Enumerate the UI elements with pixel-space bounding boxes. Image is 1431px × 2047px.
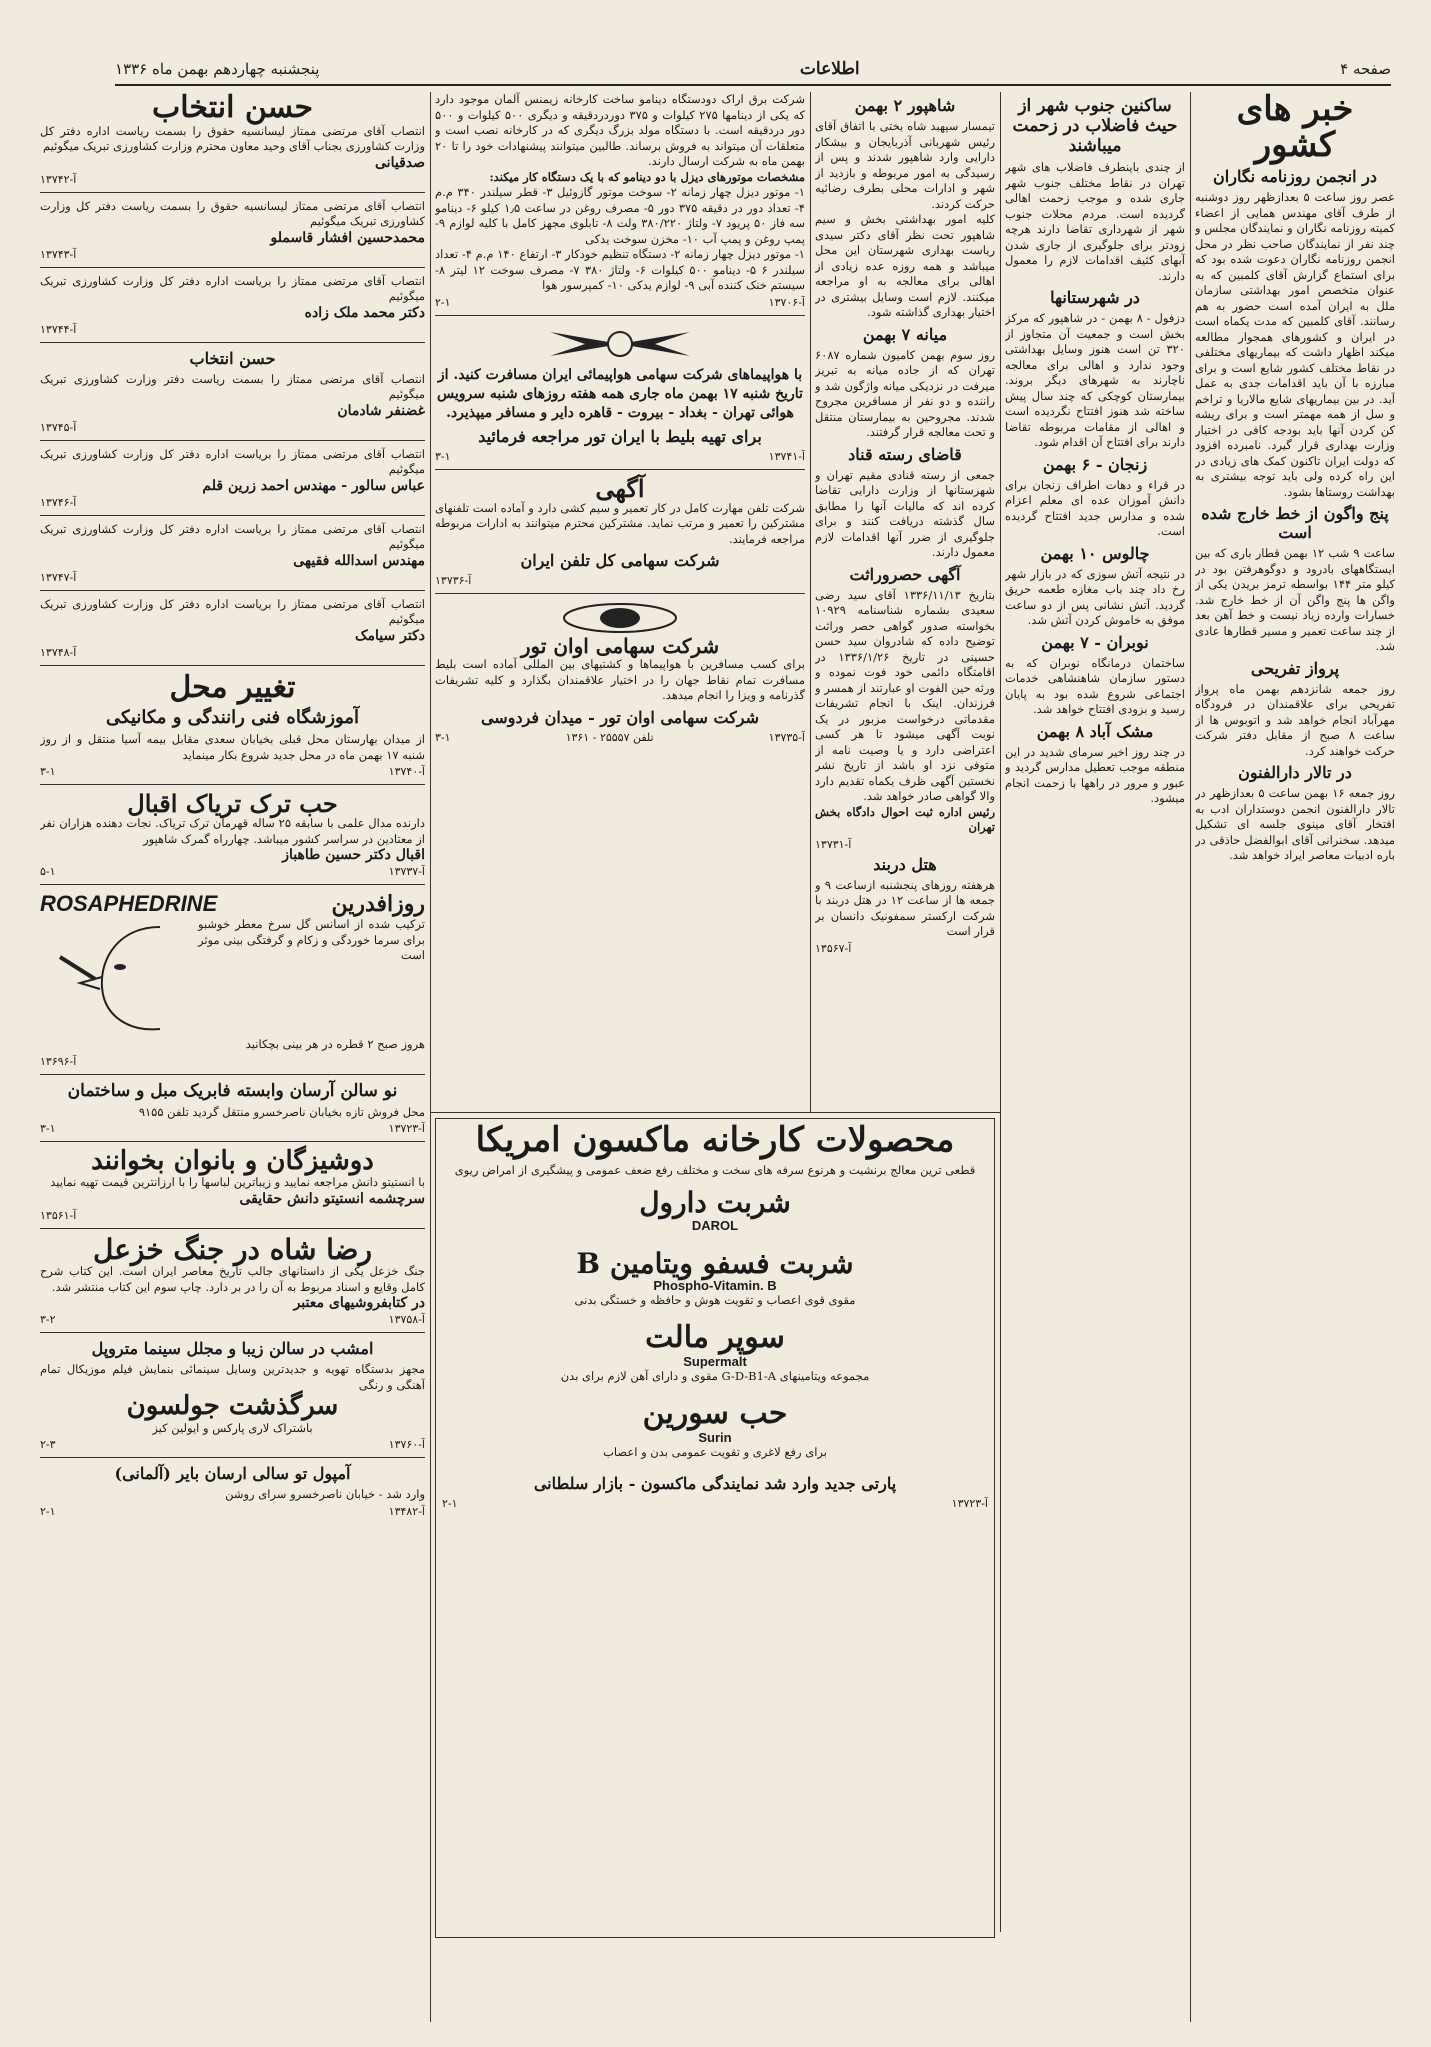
news-item2-text3: در قراء و دهات اطراف زنجان برای دانش آموزان عده ای معلم اعزام شده و مدارس جدید افتتاح گردیده است. [1005,477,1185,538]
ad-code: آ-۱۳۶۹۶ [40,1054,77,1068]
girls-code [40,1209,425,1222]
col2-sub1: میانه ۷ بهمن [862,324,948,344]
box3-text: انتصاب آقای مرتضی ممتاز را بریاست اداره دفتر کل وزارت کشاورزی تبریک میگوئیم [40,273,425,303]
col3-ad2: شرکت تلفن مهارت کامل در کار تعمیر و سیم کشی دارد و آماده است تلفنهای مشترکین را تعمیر و مرتب نماید. مشترکین محترم میتوانند به ادارات مربوطه مراجعه فرمایند. [435,500,805,546]
ad-code: آ-۱۳۷۳۱ [815,837,852,851]
ad-code: آ-۱۳۷۴۲ [40,172,77,186]
box6-text: انتصاب آقای مرتضی ممتاز را بریاست اداره دفتر کل وزارت کشاورزی تبریک میگوئیم [40,521,425,551]
girls-title: دوشیزگان و بانوان بخوانند [91,1146,374,1177]
ad-sequence: ۵-۱ [40,865,56,879]
book-sign: در کتابفروشیهای معتبر [293,1295,425,1312]
box5-text: انتصاب آقای مرتضی ممتاز را بریاست اداره دفتر کل وزارت کشاورزی تبریک میگوئیم [40,446,425,476]
makson-product-4-latin: Surin [698,1429,732,1445]
furn-title: نو سالن آرسان وابسته فابریک مبل و ساختمان [67,1080,398,1101]
col2-sub4: هتل دربند [873,854,937,874]
col2-sub3: آگهی حصروراثت [849,564,961,584]
box3-code [40,323,425,336]
makson-product-3-text: مجموعه ویتامینهای G-D-B1-A مقوی و دارای آهن لازم برای بدن [560,1368,870,1383]
box2-code [40,248,425,261]
furn-code [40,1122,425,1135]
col3-ad3-title: شرکت سهامی اوان تور [520,634,720,659]
ad-sequence: ۲-۱ [442,1497,458,1511]
news-item2-text2: دزفول - ۸ بهمن - در شاهپور که مرکز بخش است و جمعیت آن متجاوز از ۳۲۰ تن است هنوز وسایل بهداشتی وجود ندارد و اهالی برای معالجه ناچارند به شهرهای دیگر بروند. بیمارستان کوچکی که چند سال پیش ساخته شد هنوز افتتاح نگردیده است و اهالی از مقامات مربوطه تقاضا دارند برای افتتاح آن اقدام شود. [1005,311,1185,449]
news-title: خبر های کشور [1236,92,1354,165]
rosa-latin: ROSAPHEDRINE [40,891,218,917]
cinema-movie: سرگذشت جولسون [126,1391,339,1422]
ad-code: آ-۱۳۵۶۷ [815,941,852,955]
makson-product-1: شربت دارول [639,1186,791,1220]
box2-text: انتصاب آقای مرتضی ممتاز لیسانسیه حقوق را بسمت ریاست دفتر کل وزارت کشاورزی تبریک میگوئیم [40,198,425,228]
shoe-code [40,1505,425,1518]
box7-name: دکتر سیامک [355,627,425,644]
cinema-cast: باشتراک لاری پارکس و ایولین کیز [152,1420,313,1435]
move-code [40,765,425,778]
ad-code: آ-۱۳۷۴۵ [40,420,77,434]
col3-ad3: برای کسب مسافرین با هواپیماها و کشتیهای بین المللی آماده است بلیط مسافرت تمام نقاط جهان را در اختیار علاقمندان بگذارد و کلیه تشریفات گذرنامه و ویزا را انجام میدهد. [435,657,805,703]
masthead [115,58,1391,86]
classified-column [40,92,425,2022]
makson-product-1-latin: DAROL [691,1217,739,1233]
makson-intro: قطعی ترین معالج برنشیت و هرنوع سرفه های سخت و مختلف رفع ضعف عمومی و پیشگیری از امراض ریوی [454,1162,976,1177]
news-item2-sub2: زنجان - ۶ بهمن [1042,454,1148,474]
ad-code: آ-۱۳۷۳۷ [388,865,425,879]
ad-sequence: ۳-۱ [435,730,451,744]
rosa-header [40,891,425,917]
pill-text: دارنده مدال علمی با سابقه ۲۵ ساله قهرمان ترک تریاک. نجات دهنده هزاران نفر از معتادین در سراسر کشور میباشد. چهارراه گمرک شاهپور [40,816,425,846]
col3-text2: مشخصات موتورهای دیزل با دو دینامو که با یک دستگاه کار میکند: [489,169,805,184]
col3-ad2-title: آگهی [595,473,645,503]
regional-column [815,92,995,1107]
box1-code [40,173,425,186]
ad-sequence: ۳-۲ [40,1313,56,1327]
box5-name: عباس سالور - مهندس احمد زرین قلم [202,477,425,494]
ad-code: آ-۱۳۷۴۶ [40,495,77,509]
box4-title: حسن انتخاب [189,348,276,368]
box4-text: انتصاب آقای مرتضی ممتاز را بسمت ریاست دفتر وزارت کشاورزی تبریک میگوئیم [40,371,425,401]
news-item1-text: عصر روز ساعت ۵ بعدازظهر روز دوشنبه از طرف آقای مهندس همایی از اعضاء کمیته روزنامه نگاران و نمایندگان مجلس و چند نفر از نمایندگان صاحب نظر در محل انجمن روزنامه نگاران دعوت شده بود که برای استماع گزارش آقای کلمبین که به عنوان متخصص امور بهداشتی سازمان ملل به ایران آمده است حضور به هم رسانند. آقای کلمبین که مدت یکماه است در ایران و کشورهای همجوار مطالعه میکند اظهار داشت که بیماریهای مختلفی در نقاط مختلف کشور شایع است و برای مبارزه با آن باید اقدامات جدی به عمل آید. در بین بیماریهای شایع مالاریا و تراخم و سل از همه مهمتر است و برای ریشه کن کردن آنها باید بودجه کافی در اختیار وزارت بهداری قرار گیرد. نامبرده افزود که دولت ایران تاکنون کمک های زیادی در این راه کرده ولی باید توجه بیشتری به بهداشت روستاها بشود. [1195,190,1395,499]
news-item4-title: در تالار دارالفنون [1238,763,1352,783]
ads-column [435,92,805,1107]
ad-code: آ-۱۳۷۴۴ [40,322,77,336]
rosa-bottom: هروز صبح ۲ قطره در هر بینی بچکانید [245,1037,425,1052]
book-code [40,1313,425,1326]
box7-text: انتصاب آقای مرتضی ممتاز را بریاست اداره دفتر کل وزارت کشاورزی تبریک میگوئیم [40,596,425,626]
issue-date: پنجشنبه چهاردهم بهمن ماه ۱۳۳۶ [115,60,320,78]
col3-text1: شرکت برق اراک دودستگاه دینامو ساخت کارخانه زیمنس آلمان موجود دارد که یکی از دینامها ۲۷۵ کیلوات و ۳۷۵ دوردردقیقه و دیگری ۵۰۰ کیلوات و ۵۰۰ دور دردقیقه است. با دستگاه مولد بزرگ دیگری که در کارخانه نصب است و متعلقات آن میتواند به فروش برساند. طالبین میتوانند پیشنهادات خود را تا ۲۰ بهمن ماه به شرکت ارسال دارند. [435,92,805,168]
news-item2-sub3: چالوس ۱۰ بهمن [1040,543,1150,563]
ad-code: آ-۱۳۷۳۵ [768,730,805,744]
pill-sign: اقبال دکتر حسین طاهباز [282,847,425,864]
makson-product-2-latin: Phospho-Vitamin. B [653,1277,777,1293]
news-column [1195,92,1395,2022]
col2-text5: بتاریخ ۱۳۳۶/۱۱/۱۳ آقای سید رضی سعیدی بشماره شناسنامه ۱۰۹۲۹ بخواسته صدور گواهی حصر وراثت توضیح داده که شادروان سید حسن حسینی در تاریخ ۱۳۳۶/۱/۲۶ در اقامتگاه دائمی خود فوت نموده و ورثه حین الفوت او عبارتند از همسر و فرزندان. اینک با انجام تشریفات مقدماتی درخواست مزبور در یک نوبت آگهی میشود تا هر کسی اعتراضی دارد و یا وصیت نامه از متوفی نزد او باشد از تاریخ نشر نخستین آگهی ظرف یکماه تقدیم دارد والا گواهی صادر خواهد شد. [815,587,995,803]
winged-logo-icon [545,322,695,366]
makson-agency: پارتی جدید وارد شد نمایندگی ماکسون - بازار سلطانی [533,1474,897,1494]
news-item2-sub4: نوبران - ۷ بهمن [1041,632,1149,652]
rosa-body [40,917,425,1037]
book-title: رضا شاه در جنگ خزعل [93,1232,372,1266]
tour-logo-icon [560,600,680,636]
col3-ad3-sign: شرکت سهامی اوان تور - میدان فردوسی [480,707,760,727]
news-item4-text: روز جمعه ۱۶ بهمن ساعت ۵ بعدازظهر در تالار دارالفنون انجمن دوستداران ادب به افتخار آقای مینوی جلسه ای تشکیل میدهد. سخنرانی آقای ابوالفضل حاذقی در باره ادبیات معاصر ایراد خواهد شد. [1195,786,1395,863]
col2-code2 [815,942,995,955]
news-item1-text2: ساعت ۹ شب ۱۲ بهمن قطار باری که بین ایستگاههای بادرود و دوگوهرفتن بود در کیلو متر ۱۴۴ بواسطه ترمز بریدن یکی از واگن ها پنج واگن آن از خط خارج شد. خسارات وارده زیاد نیست و خط آهن بعد از چند ساعت تعمیر و مسیر قطارها عادی شد. [1195,546,1395,654]
ad-code: آ-۱۳۷۴۸ [40,645,77,659]
ad-sequence: ۲-۱ [40,1504,56,1518]
col3-code3 [435,574,805,587]
makson-product-3: سوپر مالت [645,1320,785,1356]
makson-code [442,1497,988,1510]
news-item1-title: در انجمن روزنامه نگاران [1213,167,1377,187]
col2-sign: رئیس اداره ثبت احوال دادگاه بخش تهران [815,804,995,834]
makson-ad [435,1118,995,1938]
ad-code: آ-۱۳۷۴۳ [40,247,77,261]
shoe-title: آمپول تو سالی ارسان بایر (آلمانی) [114,1464,351,1484]
pill-code [40,865,425,878]
makson-product-2: شربت فسفو ویتامین B [576,1246,854,1280]
ad-code: آ-۱۳۴۸۲ [388,1504,425,1518]
col2-text2: کلیه امور بهداشتی بخش و سیم شاهپور تحت نظر آقای دکتر سیدی ریاست بهداری شهرستان این محل میباشد و همه روزه عده زیادی از اهالی برای معالجه به او مراجعه میکنند. لازم است وسایل بیشتری در اختیار بهداری گذاشته شود. [815,212,995,319]
ad-code: آ-۱۳۷۲۳ [388,1122,425,1136]
ad-sequence: ۳-۱ [435,449,451,463]
col2-sub2: قاضای رسته قناد [848,444,962,464]
box6-code [40,571,425,584]
move-title: تغییر محل [169,669,296,705]
box5-code [40,496,425,509]
box1-name: صدقیانی [375,154,425,171]
tour-emblem [435,600,805,636]
airline-emblem [435,322,805,366]
ad-sequence: ۲-۱ [435,295,451,309]
box1-title: حسن انتخاب [151,92,314,125]
ad-code: آ-۱۳۵۶۱ [40,1208,77,1222]
col2-title: شاهپور ۲ بهمن [854,96,956,115]
book-text: جنگ خزعل یکی از داستانهای جالب تاریخ معاصر ایران است. این کتاب شرح کامل وقایع و اسناد مربوط به آن را در بر دارد. چاپ سوم این کتاب منتشر شد. [40,1264,425,1294]
makson-product-2-text: مقوی قوی اعصاب و تقویت هوش و حافظه و خستگی بدنی [574,1292,856,1307]
news-column-2 [1005,92,1185,1932]
col2-text3: روز سوم بهمن کامیون شماره ۶۰۸۷ تهران که از جاده میانه به تبریز میرفت در نزدیکی میانه واژگون شد و راننده و دو نفر از مسافرین مجروح شدند. مجروحین به بیمارستان منتقل و تحت معالجه قرار گرفتند. [815,347,995,439]
rosa-title: روزافدرین [331,890,425,917]
col3-ad2-sign: شرکت سهامی کل تلفن ایران [520,551,720,571]
col3-list1: ۱- موتور دیزل چهار زمانه ۲- سوخت موتور گازوئیل ۳- قطر سیلندر ۳۴۰ م.م ۴- تعداد دور در دقیقه ۳۷۵ دور ۵- مصرف روغن در ساعت ۱٫۵ کیلو ۶- دینامو سه فاز ۵۰ پریود ۷- ولتاژ ۳۸۰/۲۲۰ ولت ۸- تابلوی مجهز کامل با کلیه لوازم ۹- پمپ روغن و پمپ آب ۱۰- مخزن سوخت یدکی [435,185,805,246]
page-number: صفحه ۴ [1340,60,1391,78]
col3-code1 [435,296,805,309]
col3-code4 [435,731,805,744]
ad-phone: تلفن ۲۵۵۵۷ - ۱۳۶۱ [565,730,654,744]
makson-product-4-text: برای رفع لاغری و تقویت عمومی بدن و اعصاب [603,1444,827,1459]
face-illustration-icon [40,917,190,1037]
move-text: از میدان بهارستان محل قبلی بخیابان سعدی مقابل بیمه آسیا منتقل و از روز شنبه ۱۷ بهمن ماه در محل جدید شروع بکار مینماید [40,732,425,762]
col2-text4: جمعی از رسته قنادی مقیم تهران و شهرستانها از وزارت دارایی تقاضا کرده اند که مالیات آنها را مطابق سال گذشته دریافت کنند و برای جلوگیری از ضرر آنها اقدامات لازم معمول دارند. [815,467,995,559]
pill-title: حب ترک تریاک اقبال [127,789,338,818]
ad-sequence: ۳-۱ [40,765,56,778]
col3-list2: ۱- موتور دیزل چهار زمانه ۲- دستگاه تنظیم خودکار ۳- ارتفاع ۱۴۰ م.م ۴- تعداد سیلندر ۶ ۵- دینامو ۵۰۰ کیلوات ۶- ولتاژ ۳۸۰ ۷- مصرف سوخت ۱۲ لیتر ۸- سیستم خنک کننده آبی ۹- لوازم یدکی ۱۰- کمپرسور هوا [435,247,805,292]
news-item2-text6: در چند روز اخیر سرمای شدید در این منطقه موجب تعطیل مدارس گردید و عبور و مرور در راهها با زحمت انجام میشود. [1005,744,1185,805]
news-item2-text5: ساختمان درمانگاه نوبران که به دستور سازمان شاهنشاهی خدمات اجتماعی شروع شده بود به پایان رسید و بزودی افتتاح خواهد شد. [1005,655,1185,716]
makson-product-4: حب سورین [642,1396,788,1432]
ad-code: آ-۱۳۷۳۶ [435,574,472,588]
makson-product-3-latin: Supermalt [683,1353,747,1369]
col2-code [815,838,995,851]
ad-code: آ-۱۳۷۲۳ [951,1497,988,1511]
cinema-title: امشب در سالن زیبا و مجلل سینما متروپل [91,1339,374,1359]
ad-sequence: ۲-۳ [40,1438,56,1452]
news-item2-title: ساکنین جنوب شهر از حیث فاضلاب در زحمت میباشند [1012,96,1178,156]
box6-name: مهندس اسدالله فقیهی [293,552,425,569]
ad-code: آ-۱۳۷۴۰ [388,765,425,778]
ad-code: آ-۱۳۷۵۸ [388,1313,425,1327]
box4-code [40,421,425,434]
news-item3-text: روز جمعه شانزدهم بهمن ماه پرواز تفریحی برای علاقمندان در فرودگاه مهرآباد انجام خواهد شد و اتوبوس ها از ساعت ۸ صبح از مقابل دفتر شرکت حرکت خواهند کرد. [1195,681,1395,758]
cinema-text: مجهز بدستگاه تهویه و جدیدترین وسایل سینمائی بنمایش فیلم موزیکال تمام آهنگی و رنگی [40,1362,425,1392]
girls-text: با انستیتو دانش مراجعه نمایید و زیباترین لباسها را با ارزانترین قیمت تهیه نمایید [50,1175,425,1190]
rosa-code [40,1055,425,1068]
col2-text1: تیمسار سپهبد شاه بختی با اتفاق آقای رئیس شهربانی آذربایجان و بیشکار دارایی وارد شاهپور شدند و پس از رسیدگی به امور مربوطه و بازدید از شهر و ادارات محلی بطرف رضائیه حرکت کردند. [815,119,995,211]
news-item2-sub: در شهرستانها [1050,288,1140,307]
news-item2-sub5: مشک آباد ۸ بهمن [1036,721,1154,741]
news-item2-text4: در نتیجه آتش سوزی که در بازار شهر رخ داد چند باب مغازه طعمه حریق گردید. آتش نشانی پس از دو ساعت موفق به خاموش کردن آتش شد. [1005,566,1185,627]
rosa-text: ترکیب شده از اسانس گل سرخ معطر خوشبو برای سرما خوردگی و زکام و گرفتگی بینی موثر است [198,917,425,963]
ad-sequence: ۳-۱ [40,1122,56,1136]
cinema-code [40,1438,425,1451]
paper-name: اطلاعات [799,59,860,79]
news-item1-sub: پنج واگون از خط خارج شده است [1201,504,1389,543]
makson-title: محصولات کارخانه ماکسون امریکا [475,1120,955,1160]
box1-text: انتصاب آقای مرتضی ممتاز لیسانسیه حقوق را بسمت ریاست اداره دفتر کل وزارت کشاورزی بجناب آقای وحید معاون محترم وزارت کشاورزی تبریک میگوئیم [40,123,425,153]
ad-code: آ-۱۳۷۴۱ [768,449,805,463]
col2-text6: هرهفته روزهای پنجشنبه ازساعت ۹ و جمعه ها از ساعت ۱۲ در هتل دربند با شرکت ارکستر سمفونیک دانسان بر قرار است [815,877,995,938]
ad-code: آ-۱۳۷۶۰ [388,1438,425,1452]
box2-name: محمدحسین افشار قاسملو [270,229,425,246]
shoe-text: وارد شد - خیابان ناصرخسرو سرای روشن [225,1487,425,1502]
news-item3-title: پرواز تفریحی [1250,658,1340,678]
box3-name: دکتر محمد ملک زاده [304,304,425,321]
col3-ad1b: برای تهیه بلیط با ایران تور مراجعه فرمائید [478,426,762,446]
move-sub: آموزشگاه فنی رانندگی و مکانیکی [106,707,359,728]
ad-code: آ-۱۳۷۰۶ [768,295,805,309]
ad-code: آ-۱۳۷۴۷ [40,570,77,584]
col3-code2 [435,450,805,463]
furn-text: محل فروش تازه بخیابان ناصرخسرو منتقل گردید تلفن ۹۱۵۵ [138,1104,425,1119]
box4-name: غضنفر شادمان [337,402,425,419]
news-item2-text: از چندی باینطرف فاضلاب های شهر تهران در نقاط مختلف جنوب شهر جاری شده و موجب زحمت اهالی گردیده است. مردم محلات جنوب شهر از شهرداری تقاضا دارند هرچه زودتر برای جلوگیری از جاری شدن آبهای کثیف اقدامات لازم را معمول دارند. [1005,160,1185,283]
girls-sign: سرچشمه انستیتو دانش حقایقی [239,1190,425,1207]
col3-ad1: با هواپیماهای شرکت سهامی هواپیمائی ایران مسافرت کنید. از تاریخ شنبه ۱۷ بهمن ماه جاری همه هفته روزهای شنبه سرویس هوائی تهران - بغداد - بیروت - قاهره دایر و مسافر میپذیرد. [437,366,803,421]
box7-code [40,646,425,659]
